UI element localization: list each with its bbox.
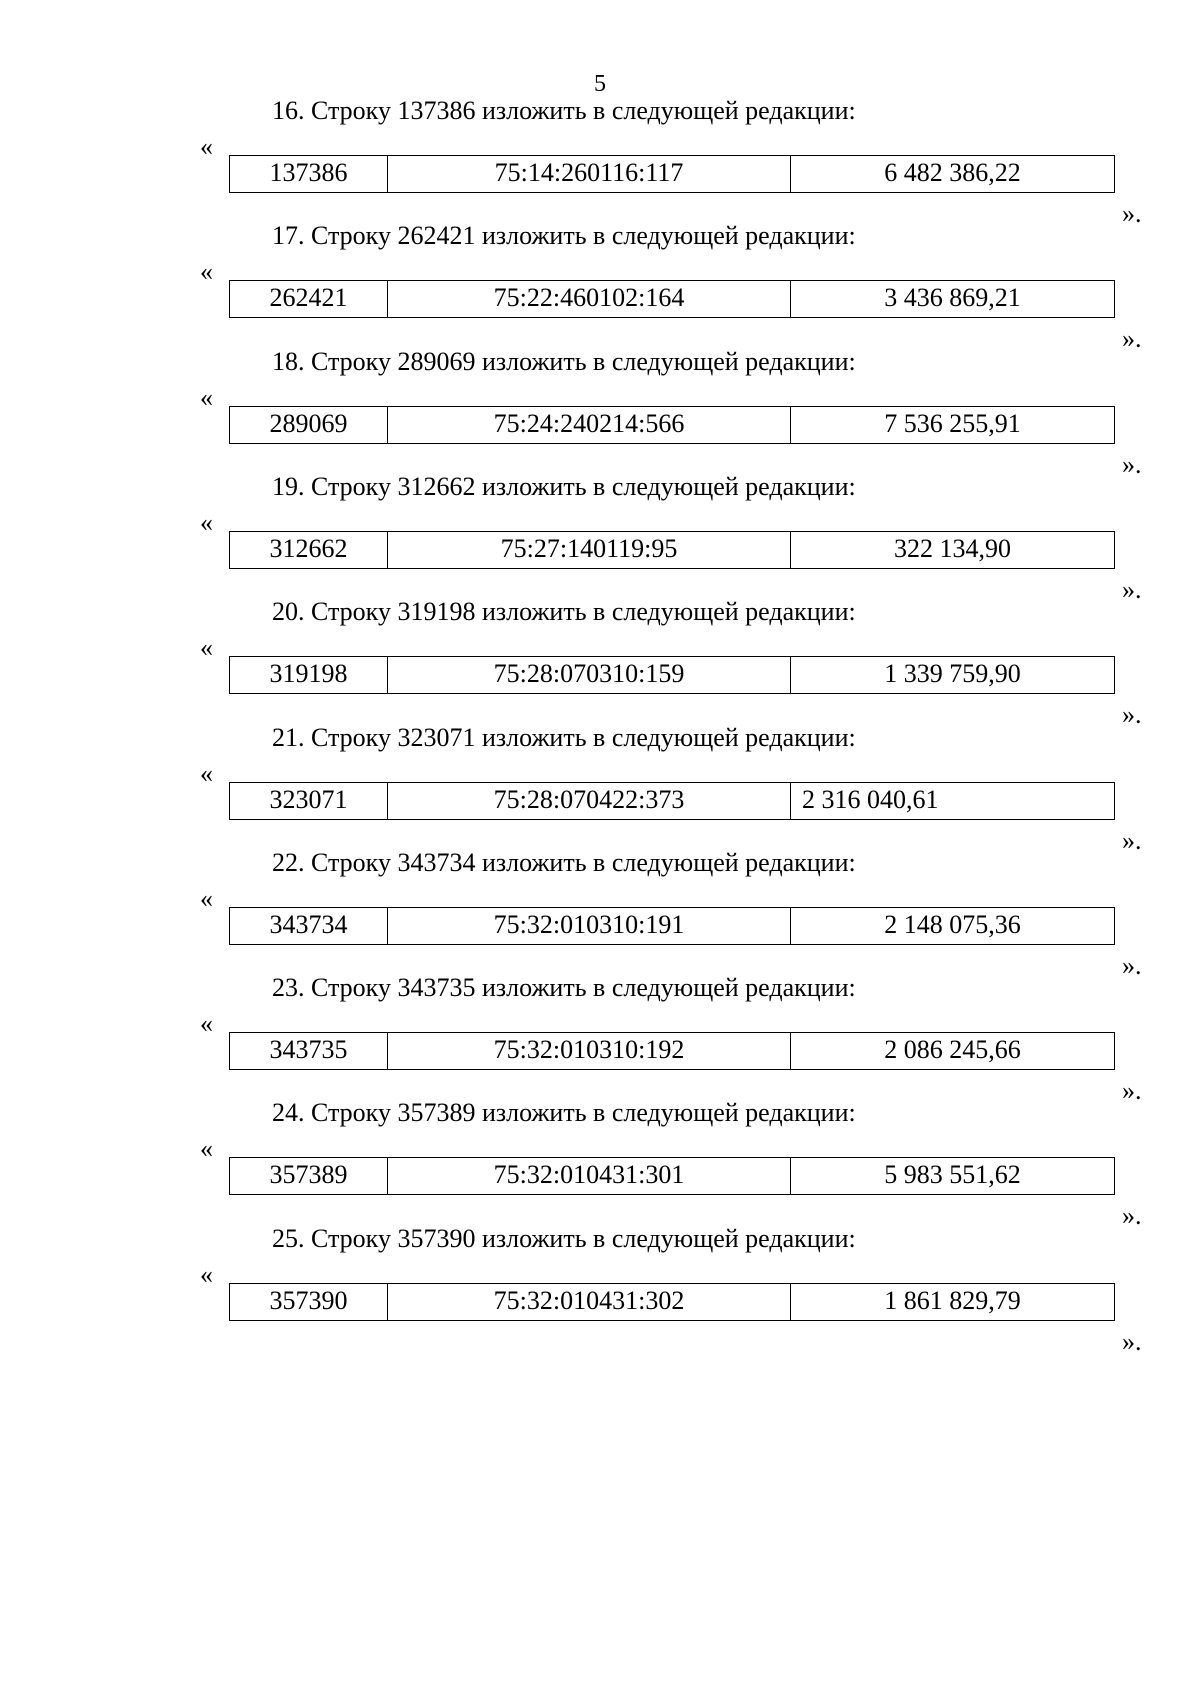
row-number-cell: 357390 — [230, 1284, 388, 1320]
amendment-row-table — [229, 907, 1115, 945]
cadastral-value-cell: 2 086 245,66 — [884, 1035, 1021, 1065]
amendment-heading: 25. Строку 357390 изложить в следующей редакции: — [272, 1223, 856, 1253]
opening-quote: « — [200, 382, 213, 412]
amendment-heading: 20. Строку 319198 изложить в следующей редакции: — [272, 597, 856, 627]
cadastral-value-cell: 6 482 386,22 — [884, 158, 1021, 187]
cadastral-value-cell: 1 861 829,79 — [884, 1285, 1021, 1315]
row-number-cell: 262421 — [230, 281, 388, 317]
amendment-row-table — [229, 1283, 1115, 1321]
row-number-cell: 343734 — [230, 908, 388, 944]
cadastral-value-cell: 5 983 551,62 — [884, 1160, 1021, 1190]
amendment-item — [0, 723, 1200, 859]
opening-quote: « — [200, 1259, 213, 1289]
closing-quote: ». — [1122, 1326, 1142, 1356]
amendment-row-table — [229, 1157, 1115, 1195]
amendment-row-table — [229, 280, 1115, 318]
amendment-item — [0, 1098, 1200, 1234]
amendment-heading: 21. Строку 323071 изложить в следующей редакции: — [272, 722, 856, 752]
amendment-heading: 19. Строку 312662 изложить в следующей редакции: — [272, 471, 856, 501]
amendment-row-table — [229, 155, 1115, 193]
row-number-cell: 343735 — [230, 1033, 388, 1069]
amendment-item — [0, 848, 1200, 984]
closing-quote: ». — [1122, 1076, 1142, 1106]
amendment-row-table — [229, 406, 1115, 444]
cadastral-number-cell: 75:22:460102:164 — [388, 281, 791, 317]
amendment-item — [0, 472, 1200, 608]
cadastral-value-cell: 1 339 759,90 — [884, 659, 1021, 689]
row-number-cell: 323071 — [230, 783, 388, 819]
amendment-item — [0, 347, 1200, 483]
amendment-heading: 23. Строку 343735 изложить в следующей редакции: — [272, 973, 856, 1003]
closing-quote: ». — [1122, 825, 1142, 855]
opening-quote: « — [200, 1009, 213, 1039]
amendment-heading: 17. Строку 262421 изложить в следующей редакции: — [272, 221, 856, 251]
opening-quote: « — [200, 758, 213, 788]
cadastral-number-cell: 75:32:010310:192 — [388, 1033, 791, 1069]
cadastral-value-cell: 322 134,90 — [894, 533, 1011, 563]
opening-quote: « — [200, 883, 213, 913]
closing-quote: ». — [1122, 449, 1142, 479]
row-number-cell: 357389 — [230, 1158, 388, 1194]
amendment-row-table — [229, 531, 1115, 569]
cadastral-number-cell: 75:14:260116:117 — [388, 156, 791, 192]
amendment-item — [0, 973, 1200, 1109]
closing-quote: ». — [1122, 700, 1142, 730]
row-number-cell: 312662 — [230, 532, 388, 568]
row-number-cell: 319198 — [230, 657, 388, 693]
amendment-heading: 16. Строку 137386 изложить в следующей редакции: — [272, 96, 856, 125]
opening-quote: « — [200, 633, 213, 663]
amendment-row-table — [229, 656, 1115, 694]
page-number: 5 — [594, 71, 606, 97]
cadastral-value-cell: 3 436 869,21 — [884, 283, 1021, 313]
amendment-item — [0, 1224, 1200, 1360]
cadastral-number-cell: 75:28:070422:373 — [388, 783, 791, 819]
amendment-heading: 22. Строку 343734 изложить в следующей редакции: — [272, 847, 856, 877]
amendment-item — [0, 96, 1200, 232]
opening-quote: « — [200, 507, 213, 537]
cadastral-number-cell: 75:27:140119:95 — [388, 532, 791, 568]
opening-quote: « — [200, 1134, 213, 1164]
amendment-row-table — [229, 1032, 1115, 1070]
closing-quote: ». — [1122, 324, 1142, 354]
closing-quote: ». — [1122, 199, 1142, 228]
cadastral-number-cell: 75:32:010431:301 — [388, 1158, 791, 1194]
closing-quote: ». — [1122, 574, 1142, 604]
amendment-heading: 24. Строку 357389 изложить в следующей редакции: — [272, 1098, 856, 1128]
amendment-heading: 18. Строку 289069 изложить в следующей редакции: — [272, 346, 856, 376]
cadastral-value-cell: 2 148 075,36 — [884, 909, 1021, 939]
cadastral-number-cell: 75:24:240214:566 — [388, 407, 791, 443]
amendment-item — [0, 221, 1200, 357]
amendment-item — [0, 597, 1200, 733]
cadastral-number-cell: 75:28:070310:159 — [388, 657, 791, 693]
opening-quote: « — [200, 257, 213, 287]
closing-quote: ». — [1122, 950, 1142, 980]
row-number-cell: 289069 — [230, 407, 388, 443]
row-number-cell: 137386 — [230, 156, 388, 192]
amendment-row-table — [229, 782, 1115, 820]
cadastral-number-cell: 75:32:010431:302 — [388, 1284, 791, 1320]
cadastral-value-cell: 2 316 040,61 — [802, 784, 939, 814]
cadastral-number-cell: 75:32:010310:191 — [388, 908, 791, 944]
opening-quote: « — [200, 132, 213, 161]
closing-quote: ». — [1122, 1201, 1142, 1231]
cadastral-value-cell: 7 536 255,91 — [884, 408, 1021, 438]
